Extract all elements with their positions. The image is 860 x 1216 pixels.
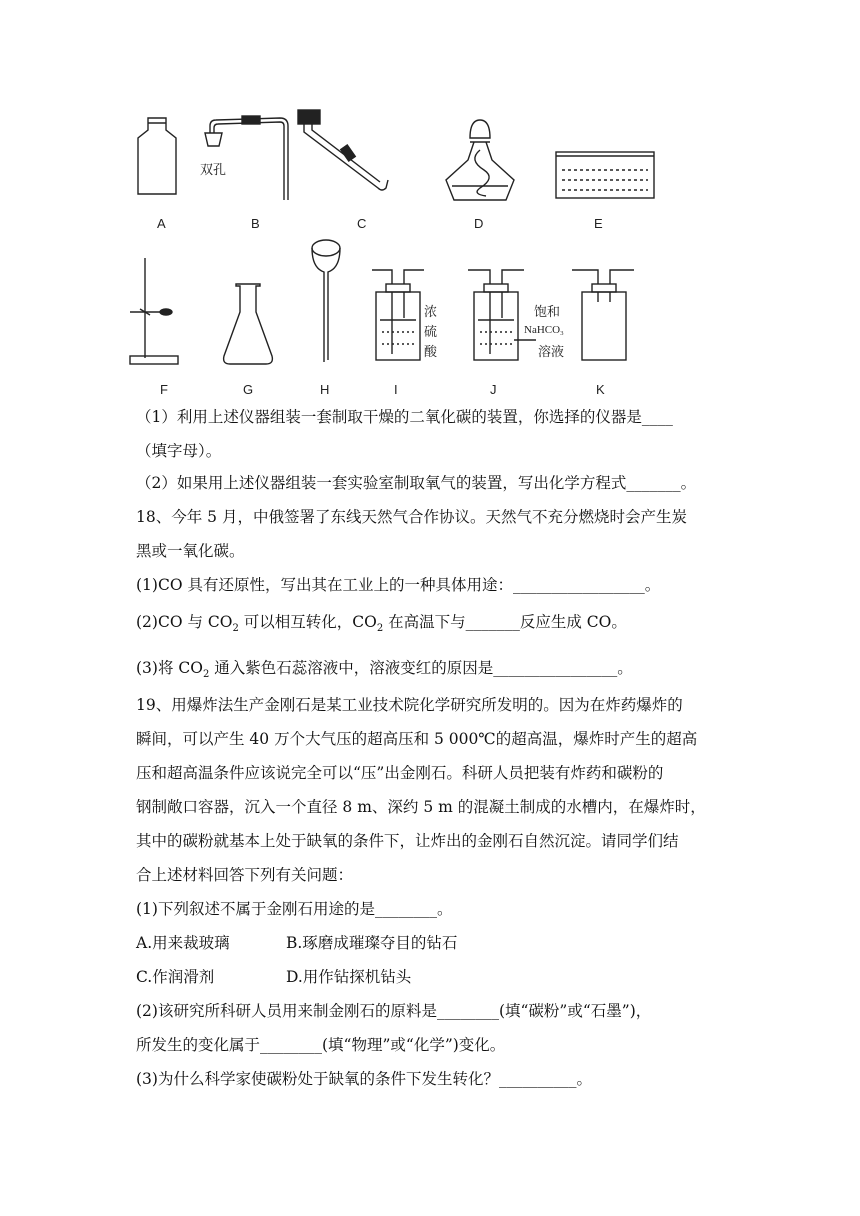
q19-stem-line5: 其中的碳粉就基本上处于缺氧的条件下，让炸出的金刚石自然沉淀。请同学们结 (136, 832, 679, 850)
label-E: E (594, 216, 603, 231)
q19-stem-line3: 压和超高温条件应该说完全可以“压”出金刚石。科研人员把装有炸药和碳粉的 (136, 764, 664, 782)
q19-part2-line1: (2)该研究所科研人员用来制金刚石的原料是________(填“碳粉”或“石墨”)， (136, 1002, 652, 1020)
q18-stem-line1: 18、今年 5 月，中俄签署了东线天然气合作协议。天然气不充分燃烧时会产生炭 (136, 508, 687, 526)
label-A: A (157, 216, 166, 231)
q18-part3: (3)将 $CO_2$ 通入紫色石蕊溶液中，溶液变红的原因是________________。 (136, 659, 633, 681)
q18-part1: (1)CO 具有还原性，写出其在工业上的一种具体用途：_________________。 (136, 576, 661, 594)
label-F: F (160, 382, 168, 397)
label-j-note-1: 饱和 (534, 305, 561, 320)
q19-stem-line1: 19、用爆炸法生产金刚石是某工业技术院化学研究所发明的。因为在炸药爆炸的 (136, 696, 683, 714)
label-j-note-3: 溶液 (538, 345, 565, 360)
q19-stem-line6: 合上述材料回答下列有关问题： (136, 866, 354, 884)
label-G: G (243, 382, 254, 397)
apparatus-G-conical-flask (224, 284, 273, 364)
q17-part2: （2）如果用上述仪器组装一套实验室制取氧气的装置，写出化学方程式_______。 (136, 474, 697, 492)
apparatus-D-alcohol-lamp (446, 120, 514, 200)
apparatus-B-stopper-tube (205, 116, 288, 200)
apparatus-I-wash-bottle (372, 270, 424, 360)
q19-stem-line2: 瞬间，可以产生 40 万个大气压的超高压和 5 000℃的超高温，爆炸时产生的超高 (136, 730, 698, 748)
apparatus-A-bottle (138, 118, 176, 194)
q19-part1-option-d: D.用作钻探机钻头 (286, 968, 412, 986)
apparatus-C-bent-tube (298, 110, 388, 190)
q17-part1-line1: （1）利用上述仪器组装一套制取干燥的二氧化碳的装置，你选择的仪器是____ (136, 408, 673, 426)
q19-part1-option-a: A.用来裁玻璃 (136, 934, 230, 952)
apparatus-J-wash-bottle (468, 270, 536, 360)
apparatus-F-iron-stand (130, 258, 178, 364)
apparatus-figure (0, 0, 860, 400)
label-C: C (357, 216, 367, 231)
label-i-note-1: 浓 (424, 305, 438, 320)
apparatus-H-funnel (312, 240, 340, 362)
q18-part2: (2)CO 与 $CO_2$ 可以相互转化，$CO_2$ 在高温下与_______反应生成 CO。 (136, 613, 627, 635)
q17-part1-line2: （填字母）。 (136, 442, 222, 460)
label-i-note-3: 酸 (424, 345, 438, 360)
q19-part1-option-c: C.作润滑剂 (136, 968, 215, 986)
label-B: B (251, 216, 260, 231)
q19-part1: (1)下列叙述不属于金刚石用途的是________。 (136, 900, 453, 918)
q19-part2-line2: 所发生的变化属于________(填“物理”或“化学”)变化。 (136, 1036, 506, 1054)
label-K: K (596, 382, 605, 397)
q19-stem-line4: 钢制敞口容器，沉入一个直径 8 m、深约 5 m 的混凝土制成的水槽内，在爆炸时， (136, 798, 706, 816)
q19-part1-option-b: B.琢磨成璀璨夺目的钻石 (286, 934, 458, 952)
label-J: J (490, 382, 497, 397)
label-D: D (474, 216, 484, 231)
label-shuangkong: 双孔 (200, 163, 227, 178)
label-j-note-2: NaHCO₃ (524, 324, 564, 336)
apparatus-K-bottle (572, 270, 634, 360)
q18-stem-line2: 黑或一氧化碳。 (136, 542, 245, 560)
apparatus-E-water-trough (556, 152, 654, 198)
label-i-note-2: 硫 (424, 325, 438, 340)
label-I: I (394, 382, 398, 397)
label-H: H (320, 382, 330, 397)
q19-part3: (3)为什么科学家使碳粉处于缺氧的条件下发生转化？__________。 (136, 1070, 592, 1088)
